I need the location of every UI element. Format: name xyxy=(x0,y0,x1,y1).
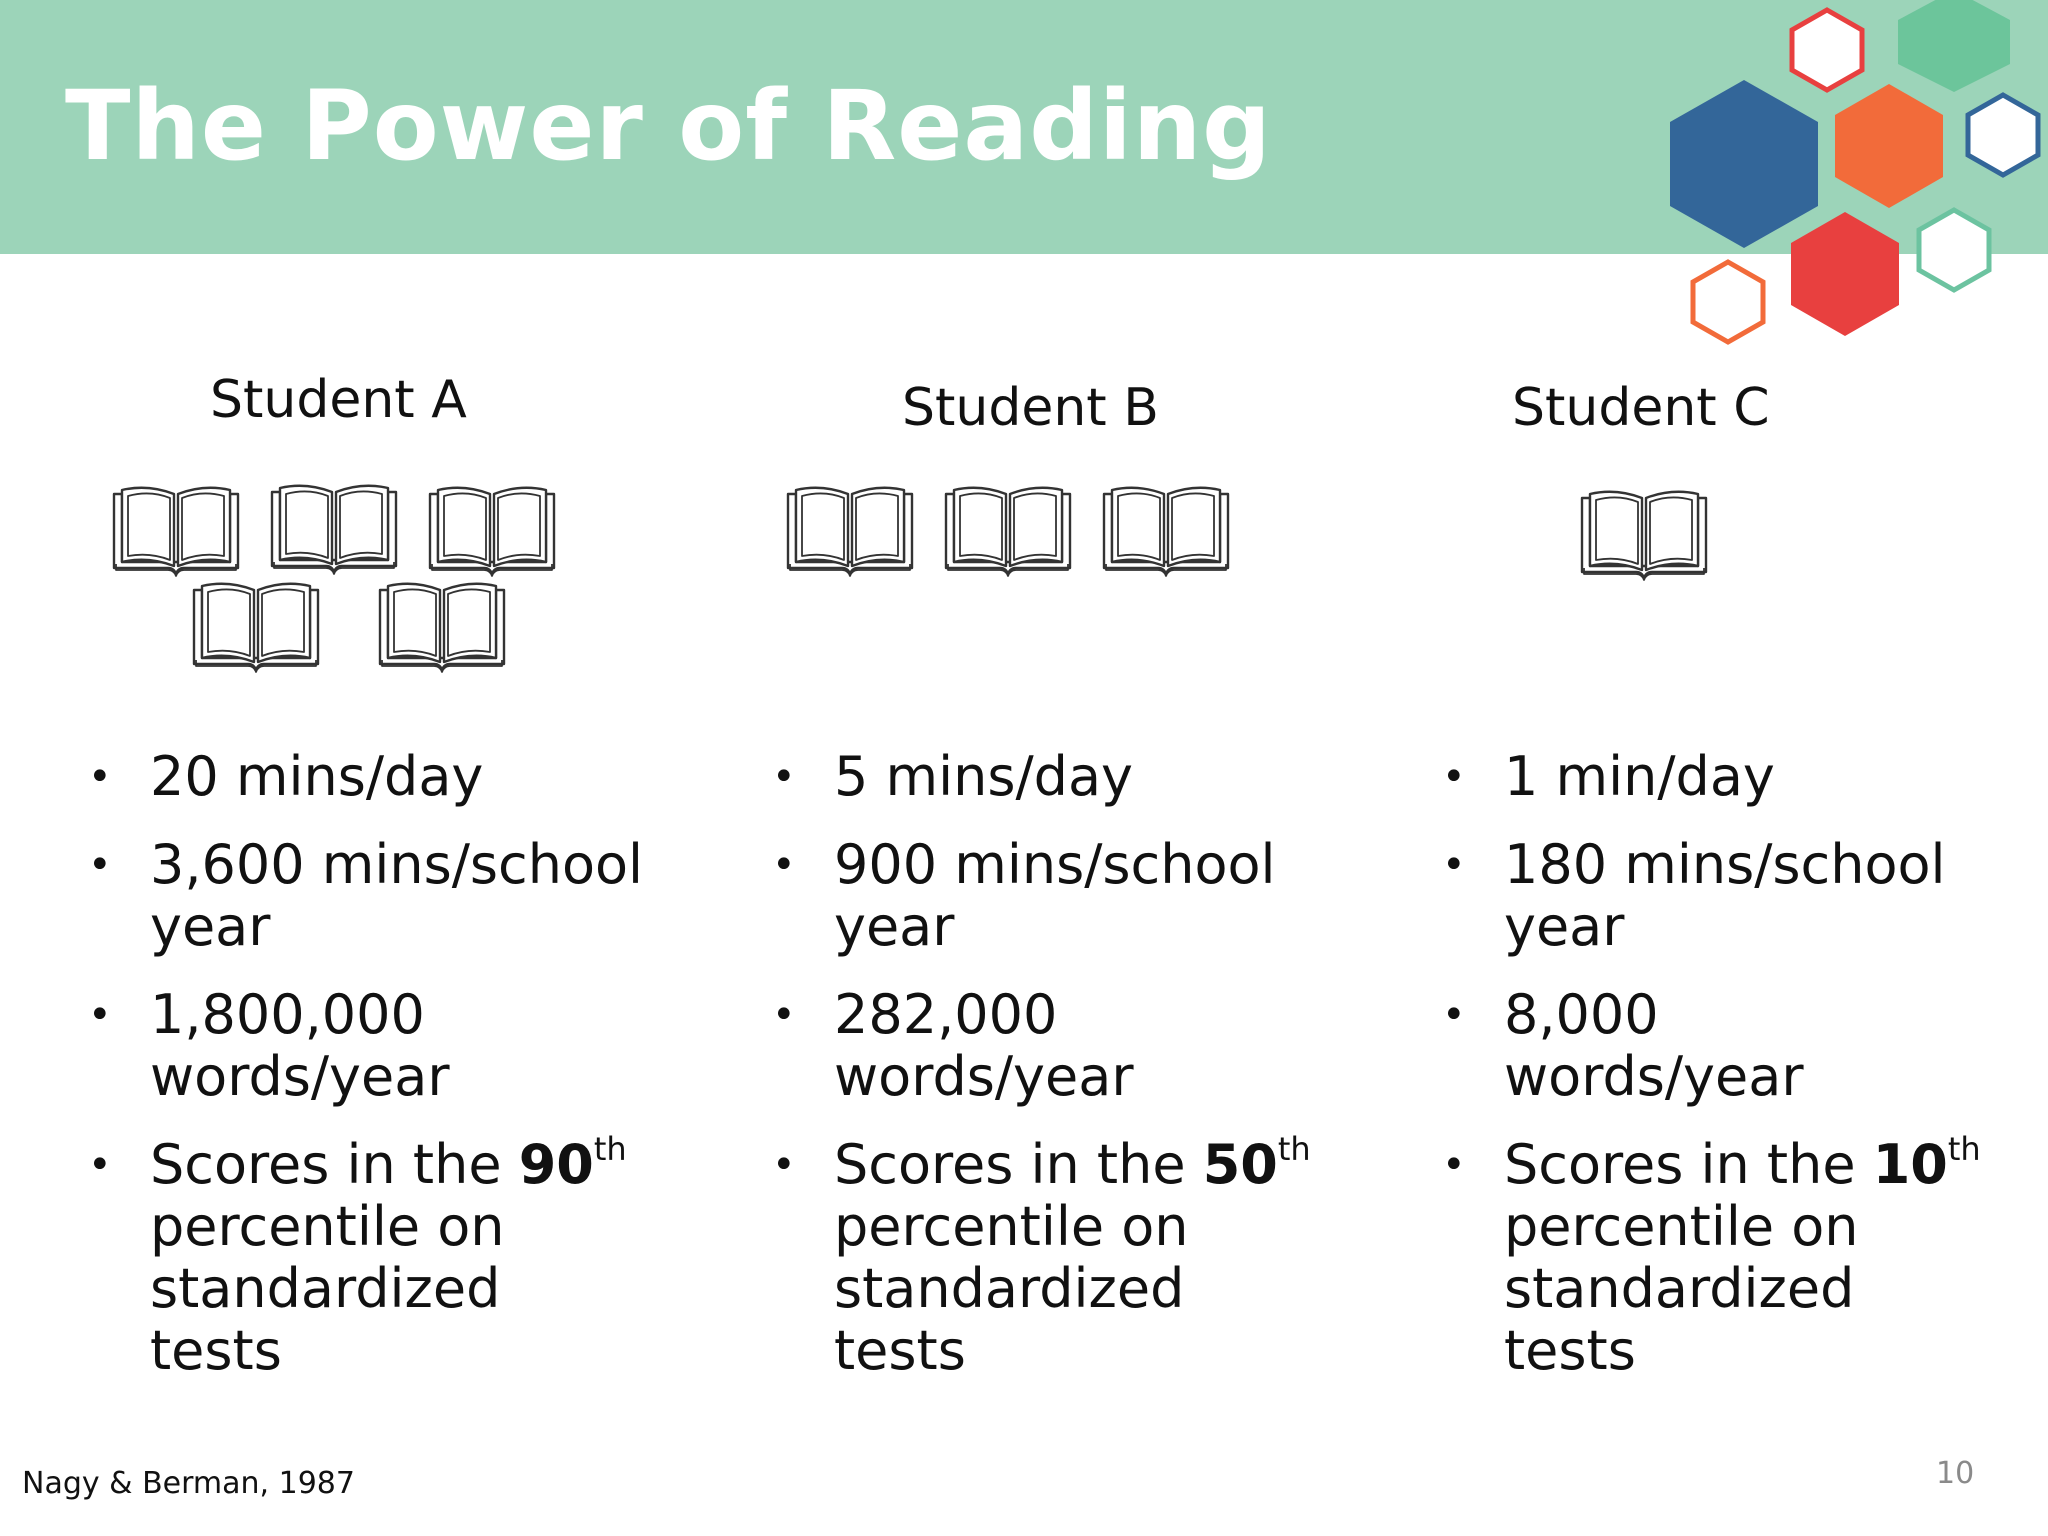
hexagon-outline-teal xyxy=(1919,210,1989,290)
percentile-value: 50 xyxy=(1202,1133,1278,1196)
slide-title: The Power of Reading xyxy=(65,70,1272,182)
page-number: 10 xyxy=(1936,1456,1975,1491)
hexagon-red xyxy=(1791,212,1899,336)
hexagon-outline-blue xyxy=(1968,95,2038,175)
hexagon-decoration xyxy=(0,0,2048,360)
hexagon-blue xyxy=(1670,80,1818,248)
list-item: • 900 mins/school year xyxy=(772,833,1276,958)
list-item: • 1 min/day xyxy=(1442,745,1775,808)
percentile-value: 10 xyxy=(1872,1133,1948,1196)
list-item: • Scores in the 10th percentile on standardized tests xyxy=(1442,1130,1981,1382)
list-item: • 180 mins/school year xyxy=(1442,833,1946,958)
hexagon-orange xyxy=(1835,84,1943,208)
student-b-heading: Student B xyxy=(902,378,1159,438)
open-book-icon xyxy=(1102,484,1230,578)
hexagon-outline-orange xyxy=(1693,262,1763,342)
list-item: • Scores in the 50th percentile on standardized tests xyxy=(772,1130,1311,1382)
student-c-list xyxy=(1442,746,2042,1408)
open-book-icon xyxy=(1580,488,1708,582)
open-book-icon xyxy=(378,580,506,674)
open-book-icon xyxy=(270,482,398,576)
open-book-icon xyxy=(192,580,320,674)
list-item: • 1,800,000 words/year xyxy=(88,983,450,1108)
student-b-list xyxy=(772,746,1372,1408)
list-item: • 20 mins/day xyxy=(88,745,484,808)
open-book-icon xyxy=(944,484,1072,578)
list-item: • Scores in the 90th percentile on standardized tests xyxy=(88,1130,627,1382)
list-item: • 5 mins/day xyxy=(772,745,1134,808)
open-book-icon xyxy=(428,484,556,578)
citation: Nagy & Berman, 1987 xyxy=(22,1466,355,1501)
list-item: • 3,600 mins/school year xyxy=(88,833,644,958)
hexagon-green xyxy=(1898,0,2010,92)
student-c-heading: Student C xyxy=(1512,378,1770,438)
open-book-icon xyxy=(786,484,914,578)
percentile-value: 90 xyxy=(518,1133,594,1196)
list-item: • 282,000 words/year xyxy=(772,983,1134,1108)
open-book-icon xyxy=(112,484,240,578)
hexagon-outline-red xyxy=(1792,10,1862,90)
student-a-list xyxy=(88,746,688,1408)
student-a-heading: Student A xyxy=(210,370,467,430)
list-item: • 8,000 words/year xyxy=(1442,983,1804,1108)
